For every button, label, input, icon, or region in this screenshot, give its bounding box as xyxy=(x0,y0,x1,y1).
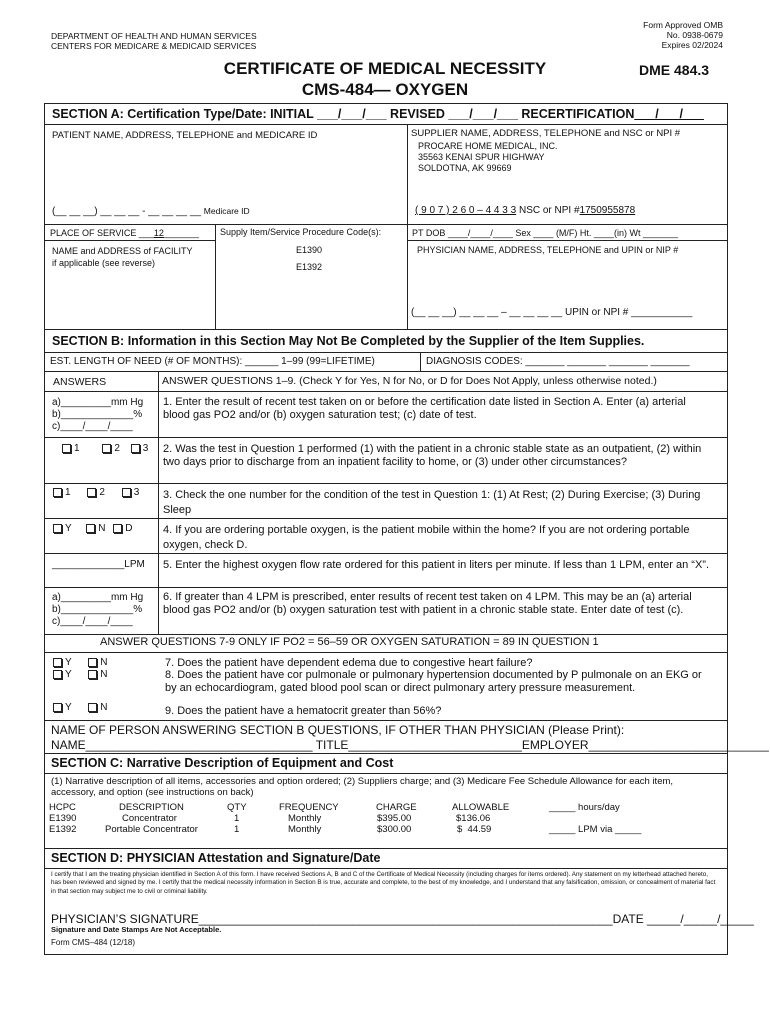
q1-answer-b[interactable]: b)_____________% xyxy=(52,409,143,420)
physician-label: PHYSICIAN NAME, ADDRESS, TELEPHONE and UPIN or NIP # xyxy=(417,245,679,255)
supplier-name: PROCARE HOME MEDICAL, INC. xyxy=(418,141,558,151)
form-code: DME 484.3 xyxy=(639,62,710,78)
patient-label: PATIENT NAME, ADDRESS, TELEPHONE and MEDICARE ID xyxy=(52,130,318,141)
omb-line-2: No. 0938-0679 xyxy=(666,30,723,40)
row-2-description: Portable Concentrator xyxy=(105,824,198,835)
form-subtitle: CMS-484— OXYGEN xyxy=(301,80,469,99)
supplier-label: SUPPLIER NAME, ADDRESS, TELEPHONE and NSC or NPI # xyxy=(411,128,681,139)
question-7: 7. Does the patient have dependent edema due to congestive heart failure? xyxy=(165,657,533,669)
pt-dob-field[interactable]: PT DOB ____/____/____ Sex ____ (M/F) Ht. ____(in) Wt _______ xyxy=(412,228,678,238)
question-4: 4. If you are ordering portable oxygen, is the patient mobile within the home? If you are not ordering portable oxygen, check D. xyxy=(163,524,690,551)
place-of-service-field[interactable]: PLACE OF SERVICE ___12_______ xyxy=(50,228,199,238)
answer-instructions: ANSWER QUESTIONS 1–9. (Check Y for Yes, N for No, or D for Does Not Apply, unless otherwise noted.) xyxy=(162,375,657,387)
q2-checkbox-3[interactable] xyxy=(131,444,140,453)
section-c-intro: (1) Narrative description of all items, accessories and option ordered; (2) Suppliers charge; and (3) Medicare Fee Schedule Allowance for each item, accessory, and option (see instructions on back) xyxy=(51,776,674,798)
supply-codes-label: Supply Item/Service Procedure Code(s): xyxy=(220,227,382,237)
question-8: 8. Does the patient have cor pulmonale or pulmonary hypertension documented by P pulmonale on an EKG or by an echocardiogram, gated blood pool scan or direct pulmonary artery pressure measurement. xyxy=(165,669,702,694)
question-5: 5. Enter the highest oxygen flow rate ordered for this patient in liters per minute. If less than 1 LPM, enter an “X”. xyxy=(163,559,710,571)
patient-phone-field[interactable]: (__ __ __) __ __ __ - __ __ __ __ Medicare ID xyxy=(52,206,250,217)
form-title: CERTIFICATE OF MEDICAL NECESSITY xyxy=(223,59,547,78)
lpm-via-field[interactable]: _____ LPM via _____ xyxy=(549,824,642,835)
question-1: 1. Enter the result of recent test taken on or before the certification date listed in Section A. Enter (a) arterial blood gas PO2 and/or (b) oxygen saturation test; (c) date of test. xyxy=(163,396,686,421)
q9-options[interactable]: Y N xyxy=(53,702,108,713)
q9-checkbox-y[interactable] xyxy=(53,703,62,712)
col-frequency: FREQUENCY xyxy=(279,802,339,813)
q2-checkbox-1[interactable] xyxy=(62,444,71,453)
question-3: 3. Check the one number for the condition of the test in Question 1: (1) At Rest; (2) During Exercise; (3) During Sleep xyxy=(163,489,701,516)
q4-checkbox-d[interactable] xyxy=(113,524,122,533)
person-answering-fields[interactable]: NAME__________________________________ TITLE__________________________EMPLOYER___________________________ xyxy=(51,738,769,752)
row-1-frequency: Monthly xyxy=(288,813,322,824)
section-d-heading: SECTION D: PHYSICIAN Attestation and Signature/Date xyxy=(51,851,381,865)
section-a-heading: SECTION A: Certification Type/Date: INITIAL ___/___/___ REVISED ___/___/___ RECERTIFICATION___/___/___ xyxy=(52,107,704,121)
q7-options[interactable]: Y N xyxy=(53,657,108,668)
section-c-heading: SECTION C: Narrative Description of Equipment and Cost xyxy=(51,756,394,770)
q1-answer-a[interactable]: a)_________mm Hg xyxy=(52,397,144,408)
est-length-field[interactable]: EST. LENGTH OF NEED (# OF MONTHS): ______ 1–99 (99=LIFETIME) xyxy=(50,356,375,367)
q7-checkbox-n[interactable] xyxy=(88,658,97,667)
q2-options[interactable]: 1 2 3 xyxy=(62,443,148,454)
question-2: 2. Was the test in Question 1 performed (1) with the patient in a chronic stable state as an outpatient, (2) within two days prior to discharge from an inpatient facility to home, or (3) under other circumstances? xyxy=(163,443,702,468)
row-1-qty: 1 xyxy=(234,813,240,824)
q8-options[interactable]: Y N xyxy=(53,669,108,680)
row-1-allowable: $136.06 xyxy=(456,813,491,824)
form-number: Form CMS–484 (12/18) xyxy=(51,938,136,947)
q7-9-heading: ANSWER QUESTIONS 7-9 ONLY IF PO2 = 56–59 OR OXYGEN SATURATION = 89 IN QUESTION 1 xyxy=(100,636,599,648)
q5-answer[interactable]: _____________LPM xyxy=(52,559,145,570)
col-hcpc: HCPC xyxy=(49,802,76,813)
q3-options[interactable]: 1 2 3 xyxy=(53,487,139,498)
row-1-description: Concentrator xyxy=(122,813,177,824)
q9-checkbox-n[interactable] xyxy=(88,703,97,712)
omb-line-3: Expires 02/2024 xyxy=(661,40,723,50)
col-description: DESCRIPTION xyxy=(119,802,184,813)
supply-code-2: E1392 xyxy=(296,262,323,272)
supplier-address-1: 35563 KENAI SPUR HIGHWAY xyxy=(418,152,545,162)
row-2-hcpc: E1392 xyxy=(49,824,77,835)
q4-checkbox-n[interactable] xyxy=(86,524,95,533)
q6-answer-b[interactable]: b)_____________% xyxy=(52,604,143,615)
physician-signature-field[interactable]: PHYSICIAN’S SIGNATURE______________________________________________________________DATE _____/_____/_____ xyxy=(51,912,754,926)
row-1-charge: $395.00 xyxy=(377,813,412,824)
facility-label-1: NAME and ADDRESS of FACILITY xyxy=(52,246,193,256)
omb-line-1: Form Approved OMB xyxy=(643,20,723,30)
q3-checkbox-2[interactable] xyxy=(87,488,96,497)
col-charge: CHARGE xyxy=(376,802,417,813)
q3-checkbox-3[interactable] xyxy=(122,488,131,497)
supply-code-1: E1390 xyxy=(296,245,323,255)
q3-checkbox-1[interactable] xyxy=(53,488,62,497)
supplier-address-2: SOLDOTNA, AK 99669 xyxy=(418,163,512,173)
q7-checkbox-y[interactable] xyxy=(53,658,62,667)
row-1-hcpc: E1390 xyxy=(49,813,77,824)
q6-answer-a[interactable]: a)_________mm Hg xyxy=(52,592,144,603)
physician-phone-field[interactable]: (__ __ __) __ __ __ – __ __ __ __ UPIN or NPI # ___________ xyxy=(411,307,693,318)
diagnosis-codes-field[interactable]: DIAGNOSIS CODES: _______ _______ _______ _______ xyxy=(426,356,690,367)
row-2-frequency: Monthly xyxy=(288,824,322,835)
answers-label: ANSWERS xyxy=(53,376,107,388)
department-line-2: CENTERS FOR MEDICARE & MEDICAID SERVICES xyxy=(51,41,257,51)
q2-checkbox-2[interactable] xyxy=(102,444,111,453)
row-2-charge: $300.00 xyxy=(377,824,412,835)
department-line-1: DEPARTMENT OF HEALTH AND HUMAN SERVICES xyxy=(51,31,257,41)
question-9: 9. Does the patient have a hematocrit greater than 56%? xyxy=(165,705,442,717)
q4-options[interactable]: Y N D xyxy=(53,523,133,534)
q1-answer-c[interactable]: c)____/____/____ xyxy=(52,421,133,432)
q8-checkbox-n[interactable] xyxy=(88,670,97,679)
stamp-note: Signature and Date Stamps Are Not Acceptable. xyxy=(51,925,222,934)
q6-answer-c[interactable]: c)____/____/____ xyxy=(52,616,133,627)
q4-checkbox-y[interactable] xyxy=(53,524,62,533)
facility-label-2: if applicable (see reverse) xyxy=(52,258,156,268)
row-2-qty: 1 xyxy=(234,824,240,835)
physician-attestation: I certify that I am the treating physician identified in Section A of this form. I have received Sections A, B and C of the Certificate of Medical Necessity (including charges for items ordered). Any statement on my letterhead attached hereto, has been reviewed and signed by me. I certify that the medical necessity information in Section B is true, accurate and complete, to the best of my knowledge, and I understand that any falsification, omission, or concealment of material fact in that section may subject me to civil or criminal liability. xyxy=(51,871,716,895)
supplier-phone: ( 9 0 7 ) 2 6 0 – 4 4 3 3 NSC or NPI #1750955878 xyxy=(415,205,636,216)
row-2-allowable: $ 44.59 xyxy=(457,824,492,835)
col-qty: QTY xyxy=(227,802,247,813)
section-b-heading: SECTION B: Information in this Section May Not Be Completed by the Supplier of the Item Supplies. xyxy=(52,334,645,348)
col-allowable: ALLOWABLE xyxy=(452,802,510,813)
question-6: 6. If greater than 4 LPM is prescribed, enter results of recent test taken on 4 LPM. This may be an (a) arterial blood gas PO2 and/or (b) oxygen saturation test with patient in a chronic stable state. Enter date of test (c). xyxy=(163,591,692,616)
hours-day-field[interactable]: _____ hours/day xyxy=(549,802,620,813)
person-answering-label: NAME OF PERSON ANSWERING SECTION B QUESTIONS, IF OTHER THAN PHYSICIAN (Please Print): xyxy=(51,723,625,737)
q8-checkbox-y[interactable] xyxy=(53,670,62,679)
